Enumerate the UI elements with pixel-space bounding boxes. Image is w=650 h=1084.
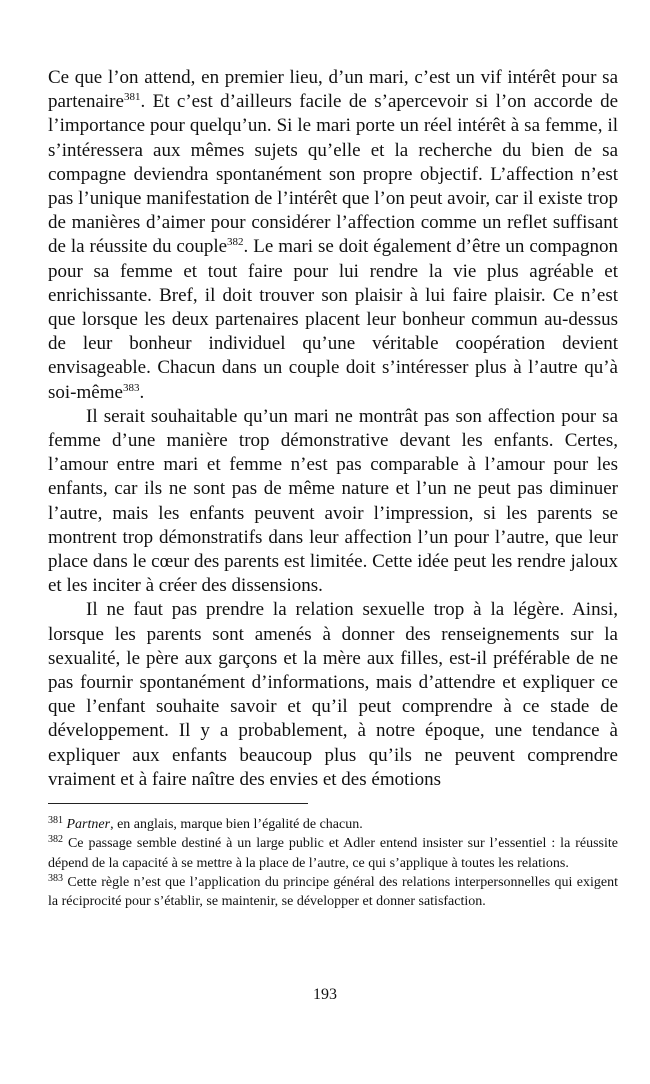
page-body <box>48 66 618 792</box>
footnote-382 <box>48 834 618 873</box>
paragraph-1 <box>48 66 618 405</box>
footnote-separator <box>48 803 308 804</box>
footnote-381 <box>48 815 618 834</box>
paragraph-2: Il serait souhaitable qu’un mari ne montrât pas son affection pour sa femme d’une manière trop démonstrative devant les enfants. Certes, l’amour entre mari et femme n’est pas comparable à l’amour pour les enfants, car ils ne sont pas de même nature et l’un ne peut pas diminuer l’autre, mais les enfants peuvent avoir l’impression, si les parents se montrent trop démonstratifs dans leur affection l’un pour l’autre, que leur place dans le cœur des parents est limitée. Cette idée peut les rendre jaloux et les inciter à créer des dissensions. <box>48 405 618 597</box>
footnote-ref-383[interactable]: 383 <box>122 381 140 394</box>
footnote-number: 382 <box>48 834 63 846</box>
paragraph-1-text-b: . Et c’est d’ailleurs facile de s’apercevoir si l’on accorde de l’importance pour quelqu’un. Si le mari porte un réel intérêt à sa femme, il s’intéressera aux mêmes sujets qu’elle et la recherche du bien de sa compagne deviendra spontanément son propre objectif. L’affection n’est pas l’unique manifestation de l’intérêt que l’on peut avoir, car il existe trop de manières d’aimer pour considérer l’affection comme un reflet suffisant de la réussite du couple <box>48 91 618 258</box>
footnote-text: Ce passage semble destiné à un large public et Adler entend insister sur l’essentiel : la réussite dépend de la capacité à se mettre à la place de l’autre, ce qui s’applique à toutes les relations. <box>48 836 618 871</box>
footnote-text: , en anglais, marque bien l’égalité de chacun. <box>110 817 363 832</box>
paragraph-1-text-d: . <box>139 381 145 403</box>
footnote-emphasis: Partner <box>66 817 111 832</box>
paragraph-3: Il ne faut pas prendre la relation sexuelle trop à la légère. Ainsi, lorsque les parents sont amenés à donner des renseignements sur la sexualité, le père aux garçons et la mère aux filles, est-il préférable de ne pas fournir spontanément d’informations, mais d’attendre et expliquer ce que l’enfant souhaite savoir et qu’il peut comprendre à ce stade de développement. Il y a probablement, à notre époque, une tendance à expliquer aux enfants beaucoup plus qu’ils ne peuvent comprendre vraiment et à faire naître des envies et des émotions <box>48 599 618 790</box>
footnote-number: 381 <box>48 815 63 826</box>
footnote-ref-381[interactable]: 381 <box>123 91 141 104</box>
footnote-number: 383 <box>48 872 63 884</box>
paragraph-1-text-a: Ce que l’on attend, en premier lieu, d’un mari, c’est un vif intérêt pour sa partenaire <box>48 67 618 113</box>
paragraph-1-text-c: . Le mari se doit également d’être un compagnon pour sa femme et tout faire pour lui rendre la vie plus agréable et enrichissante. Bref, il doit trouver son plaisir à lui faire plaisir. Ce n’est que lorsque les deux partenaires placent leur bonheur commun au-dessus de leur bonheur individuel qu’une véritable coopération devient envisageable. Chacun dans un couple doit s’intéresser plus à l’autre qu’à soi-même <box>48 236 618 403</box>
footnote-ref-382[interactable]: 382 <box>227 236 244 249</box>
footnotes <box>48 815 618 911</box>
footnote-text: Cette règle n’est que l’application du principe général des relations interpersonnelles qui exigent la réciprocité pour s’établir, se maintenir, se développer et donner satisfaction. <box>48 874 618 910</box>
footnote-383 <box>48 873 618 912</box>
page-number: 193 <box>313 986 337 1003</box>
